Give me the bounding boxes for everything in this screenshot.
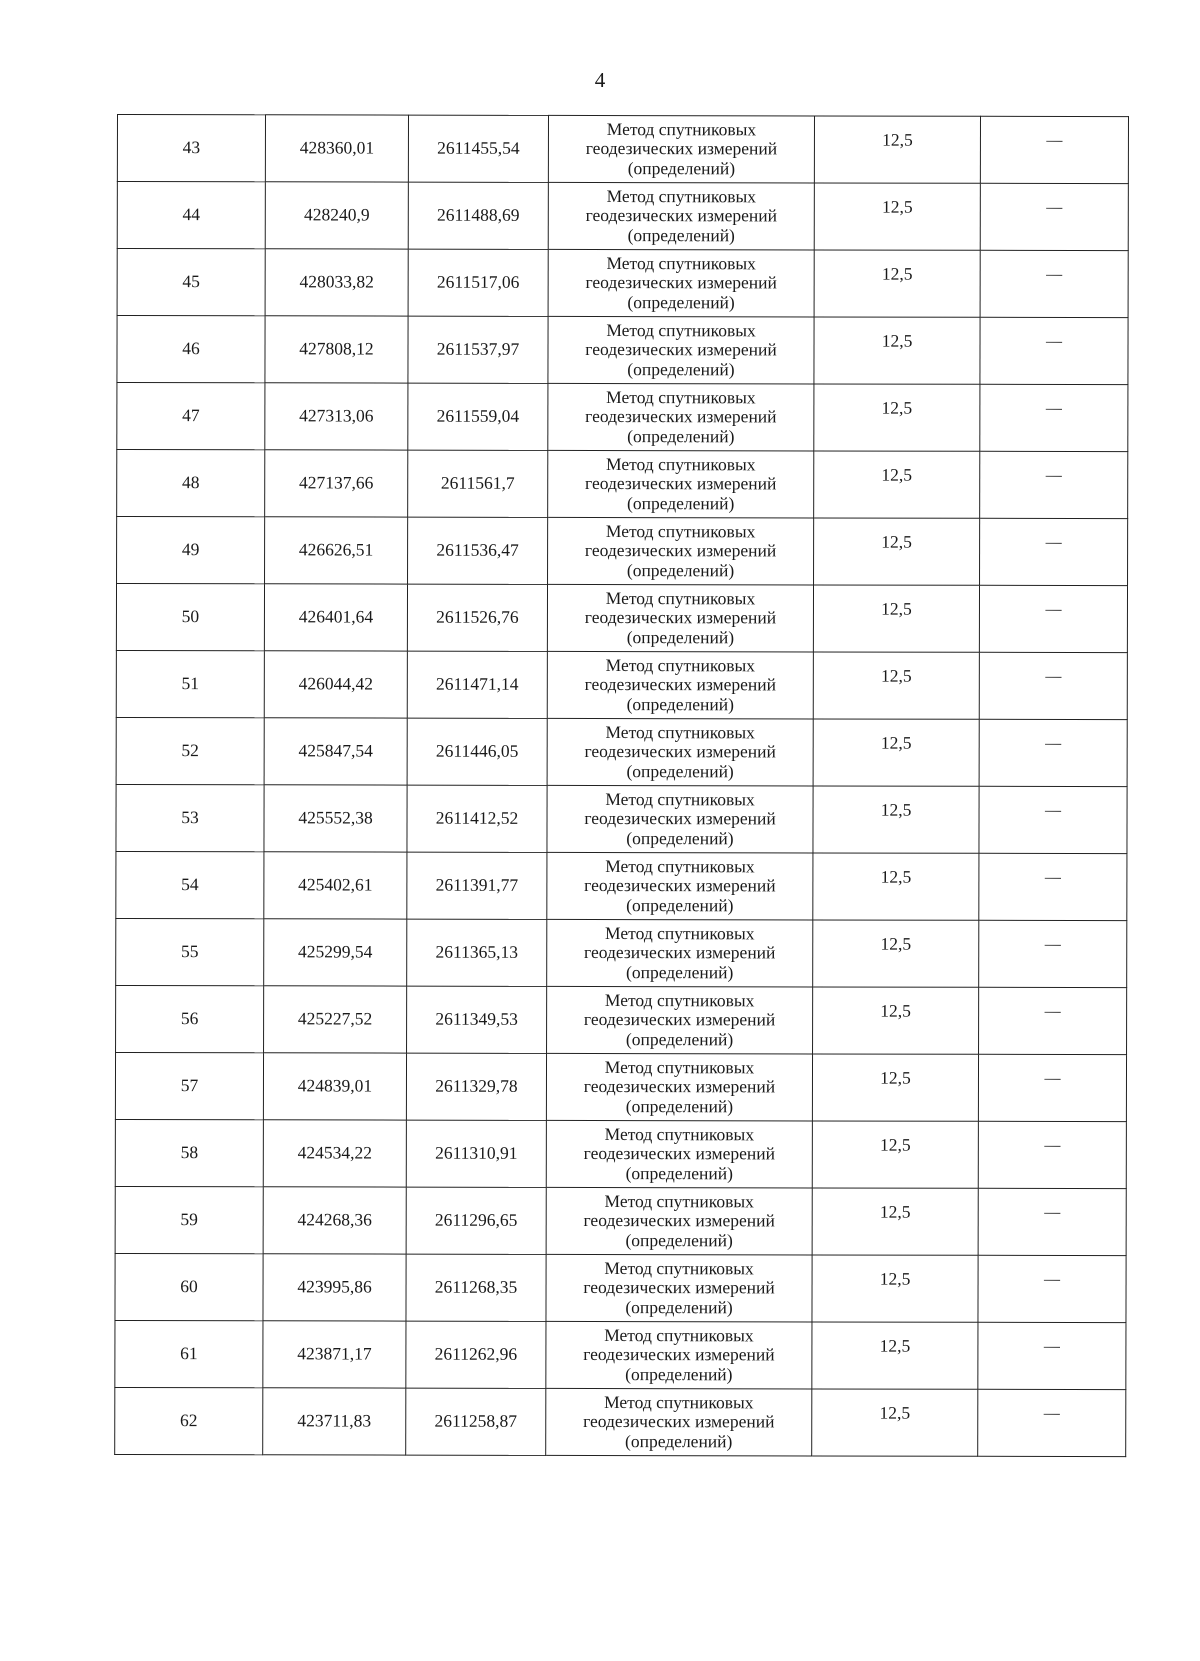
- coordinates-table: [114, 114, 1129, 1457]
- accuracy-value: 12,5: [879, 1402, 911, 1424]
- accuracy-cell: [813, 652, 979, 719]
- method-text-line1: Метод спутниковых: [604, 1258, 754, 1279]
- method-text-line2: геодезических измерений: [584, 942, 776, 963]
- table-row: [117, 450, 1128, 519]
- method-text-line3: (определений): [626, 626, 735, 647]
- description-cell: [979, 987, 1127, 1054]
- method-cell: [548, 249, 814, 317]
- table-row: [117, 383, 1128, 452]
- method-cell: [546, 1120, 812, 1188]
- accuracy-cell: [813, 920, 979, 987]
- point-number-cell: 52: [116, 717, 264, 784]
- method-text-line3: (определений): [627, 425, 735, 446]
- accuracy-cell: [814, 250, 980, 317]
- description-value: —: [1046, 132, 1063, 150]
- description-cell: [978, 1389, 1126, 1456]
- method-cell: [547, 986, 813, 1054]
- point-number-cell: 55: [116, 918, 264, 985]
- description-value: —: [1045, 534, 1062, 552]
- point-number-cell: 46: [117, 316, 265, 383]
- description-value: —: [1045, 735, 1062, 753]
- accuracy-cell: [812, 1188, 978, 1255]
- method-text-line1: Метод спутниковых: [604, 1191, 754, 1212]
- method-text-line1: Метод спутниковых: [604, 990, 755, 1011]
- description-value: —: [1044, 936, 1061, 954]
- point-number-cell: 44: [117, 182, 265, 249]
- table-row: [115, 1119, 1126, 1188]
- accuracy-cell: [812, 1255, 978, 1322]
- table-row: [116, 584, 1127, 653]
- y-coordinate-cell: 2611391,77: [407, 852, 547, 919]
- accuracy-value: 12,5: [880, 665, 912, 687]
- method-text-line2: геодезических измерений: [583, 1277, 775, 1298]
- description-value: —: [1044, 869, 1061, 887]
- accuracy-cell: [812, 1389, 978, 1456]
- accuracy-cell: [814, 384, 980, 451]
- point-number-cell: 49: [117, 517, 265, 584]
- method-text-line1: Метод спутниковых: [606, 253, 756, 274]
- table-row: [116, 851, 1127, 920]
- method-text-line1: Метод спутниковых: [604, 1057, 755, 1078]
- description-cell: [978, 1054, 1126, 1121]
- accuracy-cell: [813, 987, 979, 1054]
- method-text-line3: (определений): [625, 1162, 733, 1183]
- description-value: —: [1045, 668, 1062, 686]
- description-value: —: [1046, 199, 1063, 217]
- description-value: —: [1044, 1271, 1061, 1289]
- y-coordinate-cell: 2611471,14: [407, 651, 547, 718]
- accuracy-value: 12,5: [882, 129, 913, 151]
- y-coordinate-cell: 2611365,13: [407, 919, 547, 986]
- description-cell: [979, 920, 1127, 987]
- accuracy-cell: [814, 317, 980, 384]
- method-cell: [546, 1388, 812, 1456]
- method-text-line3: (определений): [627, 291, 735, 312]
- method-text-line3: (определений): [626, 492, 735, 513]
- table-body: [115, 115, 1129, 1457]
- point-number-cell: 61: [115, 1320, 263, 1387]
- method-text-line1: Метод спутниковых: [605, 923, 755, 944]
- description-value: —: [1043, 1338, 1060, 1356]
- method-text-line2: геодезических измерений: [585, 339, 777, 360]
- x-coordinate-cell: 427808,12: [265, 316, 408, 383]
- point-number-cell: 43: [117, 115, 265, 182]
- point-number-cell: 62: [115, 1387, 263, 1454]
- accuracy-value: 12,5: [880, 1000, 911, 1022]
- method-text-line3: (определений): [626, 693, 734, 714]
- point-number-cell: 54: [116, 851, 264, 918]
- method-text-line2: геодезических измерений: [583, 1009, 776, 1030]
- method-text-line2: геодезических измерений: [585, 473, 777, 494]
- method-cell: [546, 1053, 812, 1121]
- method-cell: [547, 651, 813, 719]
- point-number-cell: 45: [117, 249, 265, 316]
- y-coordinate-cell: 2611559,04: [408, 383, 548, 450]
- method-text-line3: (определений): [627, 224, 735, 245]
- y-coordinate-cell: 2611310,91: [406, 1120, 546, 1187]
- description-cell: [979, 719, 1127, 786]
- table-row: [116, 918, 1127, 987]
- method-text-line3: (определений): [627, 358, 735, 379]
- accuracy-value: 12,5: [879, 1335, 911, 1357]
- point-number-cell: 51: [116, 650, 264, 717]
- description-value: —: [1045, 802, 1062, 820]
- method-text-line3: (определений): [626, 760, 734, 781]
- method-cell: [548, 115, 814, 183]
- method-text-line1: Метод спутниковых: [605, 655, 756, 676]
- description-cell: [980, 250, 1128, 317]
- description-cell: [978, 1188, 1126, 1255]
- y-coordinate-cell: 2611268,35: [406, 1254, 546, 1321]
- accuracy-cell: [813, 853, 979, 920]
- method-cell: [548, 316, 814, 384]
- x-coordinate-cell: 426626,51: [265, 517, 408, 584]
- x-coordinate-cell: 426401,64: [264, 584, 407, 651]
- method-text-line2: геодезических измерений: [584, 875, 776, 896]
- method-cell: [546, 1187, 812, 1255]
- method-text-line2: геодезических измерений: [583, 1210, 775, 1231]
- accuracy-value: 12,5: [881, 464, 913, 486]
- page-number: 4: [594, 68, 606, 92]
- method-text-line2: геодезических измерений: [585, 272, 777, 293]
- y-coordinate-cell: 2611526,76: [407, 584, 547, 651]
- point-number-cell: 50: [116, 584, 264, 651]
- accuracy-cell: [814, 518, 980, 585]
- method-text-line1: Метод спутниковых: [605, 521, 756, 542]
- method-text-line2: геодезических измерений: [585, 205, 777, 226]
- y-coordinate-cell: 2611329,78: [406, 1053, 546, 1120]
- method-text-line1: Метод спутниковых: [605, 722, 755, 743]
- method-text-line1: Метод спутниковых: [606, 119, 757, 140]
- description-value: —: [1044, 1204, 1061, 1222]
- x-coordinate-cell: 423871,17: [263, 1321, 406, 1388]
- accuracy-value: 12,5: [879, 1201, 911, 1223]
- method-text-line1: Метод спутниковых: [604, 1124, 755, 1145]
- table-row: [116, 784, 1127, 853]
- method-text-line3: (определений): [626, 894, 734, 915]
- y-coordinate-cell: 2611488,69: [408, 182, 548, 249]
- table-row: [116, 717, 1127, 786]
- method-text-line1: Метод спутниковых: [606, 387, 756, 408]
- accuracy-cell: [813, 585, 979, 652]
- accuracy-value: 12,5: [881, 598, 912, 620]
- description-cell: [980, 451, 1128, 518]
- x-coordinate-cell: 425299,54: [264, 919, 407, 986]
- description-value: —: [1045, 467, 1062, 485]
- accuracy-value: 12,5: [880, 1067, 911, 1089]
- accuracy-value: 12,5: [880, 866, 912, 888]
- y-coordinate-cell: 2611517,06: [408, 249, 548, 316]
- point-number-cell: 53: [116, 784, 264, 851]
- table-row: [116, 650, 1127, 719]
- method-text-line2: геодезических измерений: [584, 808, 776, 829]
- method-cell: [548, 383, 814, 451]
- y-coordinate-cell: 2611446,05: [407, 718, 547, 785]
- method-text-line3: (определений): [625, 1430, 733, 1451]
- method-cell: [546, 1254, 812, 1322]
- method-cell: [546, 1321, 812, 1389]
- method-text-line1: Метод спутниковых: [605, 789, 755, 810]
- accuracy-cell: [812, 1054, 978, 1121]
- description-value: —: [1044, 1070, 1061, 1088]
- method-text-line2: геодезических измерений: [585, 138, 778, 159]
- y-coordinate-cell: 2611349,53: [407, 986, 547, 1053]
- table-row: [117, 517, 1128, 586]
- x-coordinate-cell: 427137,66: [265, 450, 408, 517]
- accuracy-value: 12,5: [881, 397, 913, 419]
- point-number-cell: 48: [117, 450, 265, 517]
- method-cell: [548, 517, 814, 585]
- method-text-line3: (определений): [626, 559, 735, 580]
- y-coordinate-cell: 2611258,87: [406, 1388, 546, 1455]
- y-coordinate-cell: 2611412,52: [407, 785, 547, 852]
- description-value: —: [1044, 1003, 1061, 1021]
- method-cell: [547, 785, 813, 853]
- table-row: [117, 249, 1128, 318]
- method-cell: [548, 182, 814, 250]
- method-text-line1: Метод спутниковых: [606, 320, 756, 341]
- table-row: [117, 115, 1128, 184]
- accuracy-value: 12,5: [881, 330, 913, 352]
- method-text-line3: (определений): [625, 1028, 734, 1049]
- method-text-line1: Метод спутниковых: [605, 856, 755, 877]
- method-cell: [547, 919, 813, 987]
- y-coordinate-cell: 2611537,97: [408, 316, 548, 383]
- method-text-line2: геодезических измерений: [583, 1076, 776, 1097]
- x-coordinate-cell: 426044,42: [264, 651, 407, 718]
- x-coordinate-cell: 428240,9: [265, 182, 408, 249]
- description-cell: [980, 384, 1128, 451]
- accuracy-cell: [814, 451, 980, 518]
- table-row: [116, 985, 1127, 1054]
- description-cell: [980, 317, 1128, 384]
- y-coordinate-cell: 2611561,7: [408, 450, 548, 517]
- table-row: [117, 182, 1128, 251]
- y-coordinate-cell: 2611455,54: [408, 115, 548, 182]
- point-number-cell: 56: [116, 985, 264, 1052]
- x-coordinate-cell: 424839,01: [263, 1053, 406, 1120]
- method-text-line2: геодезических измерений: [584, 540, 777, 561]
- description-cell: [978, 1255, 1126, 1322]
- x-coordinate-cell: 425847,54: [264, 718, 407, 785]
- description-cell: [980, 518, 1128, 585]
- method-text-line1: Метод спутниковых: [606, 186, 757, 207]
- method-text-line1: Метод спутниковых: [604, 1325, 754, 1346]
- accuracy-value: 12,5: [880, 933, 912, 955]
- y-coordinate-cell: 2611262,96: [406, 1321, 546, 1388]
- table-row: [115, 1253, 1126, 1322]
- method-text-line2: геодезических измерений: [585, 406, 777, 427]
- description-cell: [979, 652, 1127, 719]
- y-coordinate-cell: 2611536,47: [408, 517, 548, 584]
- description-cell: [980, 183, 1128, 250]
- description-value: —: [1045, 400, 1062, 418]
- accuracy-value: 12,5: [879, 1268, 911, 1290]
- accuracy-value: 12,5: [880, 799, 912, 821]
- method-text-line2: геодезических измерений: [584, 741, 776, 762]
- table-row: [115, 1186, 1126, 1255]
- description-value: —: [1046, 333, 1063, 351]
- x-coordinate-cell: 424268,36: [263, 1187, 406, 1254]
- method-text-line1: Метод спутниковых: [606, 454, 756, 475]
- table-row: [115, 1387, 1126, 1456]
- accuracy-cell: [812, 1322, 978, 1389]
- method-cell: [547, 584, 813, 652]
- method-text-line1: Метод спутниковых: [604, 1392, 754, 1413]
- x-coordinate-cell: 423711,83: [263, 1388, 406, 1455]
- method-text-line3: (определений): [626, 827, 734, 848]
- point-number-cell: 57: [115, 1052, 263, 1119]
- method-text-line3: (определений): [625, 1095, 734, 1116]
- method-text-line3: (определений): [627, 157, 736, 178]
- method-text-line3: (определений): [626, 961, 734, 982]
- description-cell: [978, 1322, 1126, 1389]
- description-cell: [979, 786, 1127, 853]
- accuracy-cell: [814, 183, 980, 250]
- accuracy-cell: [813, 719, 979, 786]
- accuracy-value: 12,5: [881, 531, 912, 553]
- method-text-line3: (определений): [625, 1229, 733, 1250]
- method-cell: [548, 450, 814, 518]
- x-coordinate-cell: 424534,22: [263, 1120, 406, 1187]
- description-value: —: [1044, 1137, 1061, 1155]
- accuracy-value: 12,5: [881, 263, 913, 285]
- description-cell: [980, 116, 1128, 183]
- method-text-line2: геодезических измерений: [584, 674, 777, 695]
- accuracy-cell: [814, 116, 980, 183]
- accuracy-value: 12,5: [880, 732, 912, 754]
- table-row: [115, 1052, 1126, 1121]
- point-number-cell: 59: [115, 1186, 263, 1253]
- table-row: [117, 316, 1128, 385]
- point-number-cell: 60: [115, 1253, 263, 1320]
- method-cell: [547, 852, 813, 920]
- x-coordinate-cell: 425402,61: [264, 852, 407, 919]
- description-cell: [979, 585, 1127, 652]
- x-coordinate-cell: 427313,06: [265, 383, 408, 450]
- method-cell: [547, 718, 813, 786]
- accuracy-value: 12,5: [880, 1134, 911, 1156]
- table-row: [115, 1320, 1126, 1389]
- description-value: —: [1045, 601, 1062, 619]
- method-text-line2: геодезических измерений: [583, 1411, 775, 1432]
- accuracy-value: 12,5: [881, 196, 913, 218]
- description-cell: [978, 1121, 1126, 1188]
- method-text-line3: (определений): [625, 1363, 733, 1384]
- accuracy-cell: [813, 786, 979, 853]
- x-coordinate-cell: 423995,86: [263, 1254, 406, 1321]
- x-coordinate-cell: 428033,82: [265, 249, 408, 316]
- method-text-line2: геодезических измерений: [583, 1143, 776, 1164]
- method-text-line2: геодезических измерений: [583, 1344, 775, 1365]
- description-value: —: [1046, 266, 1063, 284]
- x-coordinate-cell: 425227,52: [264, 986, 407, 1053]
- description-cell: [979, 853, 1127, 920]
- y-coordinate-cell: 2611296,65: [406, 1187, 546, 1254]
- x-coordinate-cell: 428360,01: [265, 115, 408, 182]
- point-number-cell: 47: [117, 383, 265, 450]
- x-coordinate-cell: 425552,38: [264, 785, 407, 852]
- point-number-cell: 58: [115, 1119, 263, 1186]
- description-value: —: [1043, 1405, 1060, 1423]
- method-text-line2: геодезических измерений: [584, 607, 777, 628]
- accuracy-cell: [812, 1121, 978, 1188]
- method-text-line1: Метод спутниковых: [605, 588, 756, 609]
- method-text-line3: (определений): [625, 1296, 733, 1317]
